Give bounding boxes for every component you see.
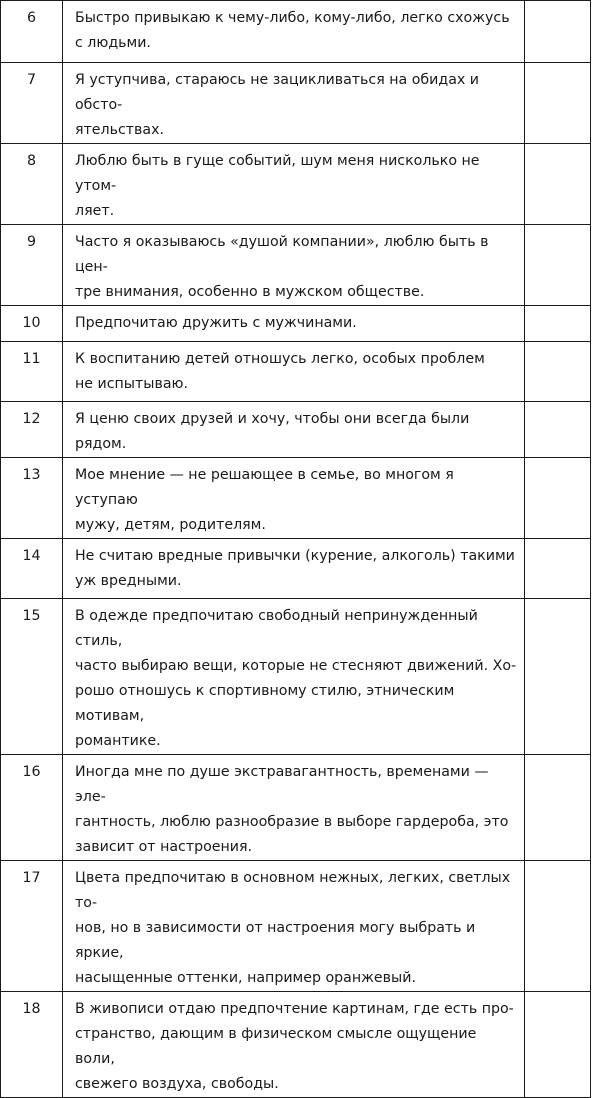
row-number-text: 6 [26,10,37,26]
questionnaire-body [1,1,591,1098]
statement-cell [63,402,525,458]
answer-cell[interactable] [525,599,591,755]
row-number [1,63,63,144]
row-number-text: 11 [22,351,41,367]
table-row [1,306,591,342]
row-number [1,306,63,342]
statement-text: В живописи отдаю предпочтение картинам, где есть про- странство, дающим в физическом смысле ощущение воли, свежего воздуха, свободы. [75,1001,514,1092]
statement-text: Иногда мне по душе экстравагантность, временами — эле- гантность, люблю разнообразие в выборе гардероба, это зависит от настроения. [75,764,509,855]
answer-cell[interactable] [525,225,591,306]
statement-text: Предпочитаю дружить с мужчинами. [75,315,357,331]
statement-cell [63,861,525,992]
statement-text: Не считаю вредные привычки (курение, алкоголь) такими уж вредными. [75,548,515,589]
statement-text: Часто я оказываюсь «душой компании», люблю быть в цен- тре внимания, особенно в мужском обществе. [75,234,489,300]
statement-cell [63,1,525,63]
statement-cell [63,144,525,225]
statement-text: Цвета предпочитаю в основном нежных, легких, светлых то- нов, но в зависимости от настроения могу выбрать и яркие, насыщенные оттенки, например оранжевый. [75,870,511,986]
table-row [1,144,591,225]
row-number-text: 17 [22,870,41,886]
row-number-text: 10 [22,315,41,331]
statement-cell [63,458,525,539]
table-row [1,458,591,539]
row-number-text: 8 [26,153,37,169]
statement-cell [63,342,525,402]
statement-cell [63,225,525,306]
answer-cell[interactable] [525,63,591,144]
row-number-text: 12 [22,411,41,427]
statement-cell [63,599,525,755]
row-number [1,458,63,539]
row-number [1,861,63,992]
row-number [1,599,63,755]
row-number [1,992,63,1098]
answer-cell[interactable] [525,144,591,225]
table-row [1,342,591,402]
table-row [1,225,591,306]
statement-cell [63,63,525,144]
table-row [1,63,591,144]
row-number [1,1,63,63]
row-number-text: 7 [26,72,37,88]
row-number [1,402,63,458]
statement-cell [63,306,525,342]
statement-text: Быстро привыкаю к чему-либо, кому-либо, легко схожусь с людьми. [75,10,510,51]
answer-cell[interactable] [525,992,591,1098]
row-number [1,539,63,599]
row-number-text: 16 [22,764,41,780]
row-number-text: 14 [22,548,41,564]
answer-cell[interactable] [525,306,591,342]
statement-cell [63,539,525,599]
row-number-text: 18 [22,1001,41,1017]
row-number [1,755,63,861]
row-number [1,225,63,306]
statement-text: Мое мнение — не решающее в семье, во многом я уступаю мужу, детям, родителям. [75,467,454,533]
statement-cell [63,992,525,1098]
table-row [1,539,591,599]
row-number-text: 15 [22,608,41,624]
row-number [1,342,63,402]
answer-cell[interactable] [525,1,591,63]
row-number-text: 13 [22,467,41,483]
row-number [1,144,63,225]
statement-text: В одежде предпочитаю свободный непринужденный стиль, часто выбираю вещи, которые не стесняют движений. Хо- рошо отношусь к спортивному стилю, этническим мотивам, романтике. [75,608,517,749]
statement-cell [63,755,525,861]
answer-cell[interactable] [525,402,591,458]
statement-text: Люблю быть в гуще событий, шум меня нисколько не утом- ляет. [75,153,480,219]
table-row [1,402,591,458]
answer-cell[interactable] [525,458,591,539]
table-row [1,861,591,992]
table-row [1,755,591,861]
answer-cell[interactable] [525,755,591,861]
row-number-text: 9 [26,234,37,250]
statement-text: Я уступчива, стараюсь не зацикливаться на обидах и обсто- ятельствах. [75,72,480,138]
answer-cell[interactable] [525,861,591,992]
answer-cell[interactable] [525,539,591,599]
answer-cell[interactable] [525,342,591,402]
table-row [1,992,591,1098]
table-row [1,599,591,755]
table-row [1,1,591,63]
statement-text: Я ценю своих друзей и хочу, чтобы они всегда были рядом. [75,411,470,452]
statement-text: К воспитанию детей отношусь легко, особых проблем не испытываю. [75,351,485,392]
